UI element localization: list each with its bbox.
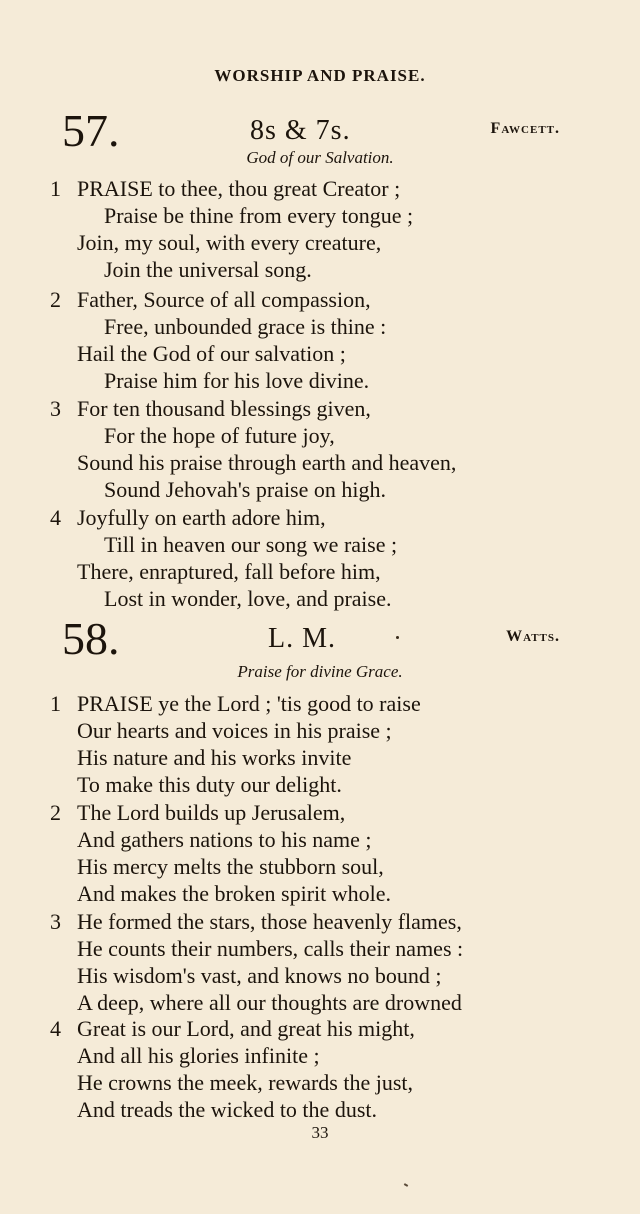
verse-line: Join the universal song.: [104, 257, 312, 282]
verse-line: He counts their numbers, calls their names :: [77, 936, 464, 961]
hymn-meter: 8s & 7s.: [250, 115, 351, 146]
verse-line: He crowns the meek, rewards the just,: [77, 1070, 414, 1095]
verse-line: His mercy melts the stubborn soul,: [77, 854, 384, 879]
verse-number: 2: [50, 800, 61, 825]
verse-line: A deep, where all our thoughts are drowned: [77, 990, 462, 1015]
verse-number: 1: [50, 691, 61, 716]
verse-line: Praise be thine from every tongue ;: [104, 203, 414, 228]
verse-number: 2: [50, 287, 61, 312]
verse-line: PRAISE to thee, thou great Creator ;: [77, 176, 401, 201]
verse-line: His wisdom's vast, and knows no bound ;: [77, 963, 442, 988]
verse-line: And makes the broken spirit whole.: [77, 881, 392, 906]
ink-speck: [396, 636, 399, 639]
verse-line: Our hearts and voices in his praise ;: [77, 718, 392, 743]
hymn-subtitle-58: Praise for divine Grace.: [237, 662, 403, 681]
verse-line: Father, Source of all compassion,: [77, 287, 371, 312]
running-head: WORSHIP AND PRAISE.: [214, 66, 426, 85]
hymn-author: Fawcett.: [490, 120, 560, 137]
verse-line: For ten thousand blessings given,: [77, 396, 371, 421]
verse-line: Joyfully on earth adore him,: [77, 505, 326, 530]
verse-line: Hail the God of our salvation ;: [77, 341, 346, 366]
verse-line: Till in heaven our song we raise ;: [104, 532, 398, 557]
verse-number: 4: [50, 1016, 61, 1041]
verse-line: He formed the stars, those heavenly flames,: [77, 909, 462, 934]
verse-line: Sound Jehovah's praise on high.: [104, 477, 386, 502]
verse-number: 1: [50, 176, 61, 201]
verse-line: Free, unbounded grace is thine :: [104, 314, 387, 339]
verse-line: The Lord builds up Jerusalem,: [77, 800, 346, 825]
verse-line: And all his glories infinite ;: [77, 1043, 320, 1068]
verse-line: His nature and his works invite: [77, 745, 352, 770]
hymn-number: 57.: [62, 105, 120, 156]
verse-line: There, enraptured, fall before him,: [77, 559, 381, 584]
verse-line: Great is our Lord, and great his might,: [77, 1016, 415, 1041]
hymn-subtitle-57: God of our Salvation.: [246, 148, 394, 167]
hymn-meter: L. M.: [268, 623, 336, 654]
ink-speck: [404, 1183, 408, 1187]
verse-line: PRAISE ye the Lord ; 'tis good to raise: [77, 691, 421, 716]
verse-number: 3: [50, 396, 61, 421]
page-number: 33: [311, 1123, 329, 1142]
verse-line: And treads the wicked to the dust.: [77, 1097, 377, 1122]
verse-line: For the hope of future joy,: [104, 423, 335, 448]
hymn-number: 58.: [62, 613, 120, 664]
hymn-header-58: [0, 614, 640, 664]
verse-line: Join, my soul, with every creature,: [77, 230, 382, 255]
verse-line: And gathers nations to his name ;: [77, 827, 372, 852]
verse-line: To make this duty our delight.: [77, 772, 342, 797]
verse-line: Sound his praise through earth and heaven,: [77, 450, 457, 475]
verse-number: 3: [50, 909, 61, 934]
hymn-author: Watts.: [506, 628, 560, 645]
verse-number: 4: [50, 505, 61, 530]
verse-line: Praise him for his love divine.: [104, 368, 370, 393]
verse-line: Lost in wonder, love, and praise.: [104, 586, 392, 611]
